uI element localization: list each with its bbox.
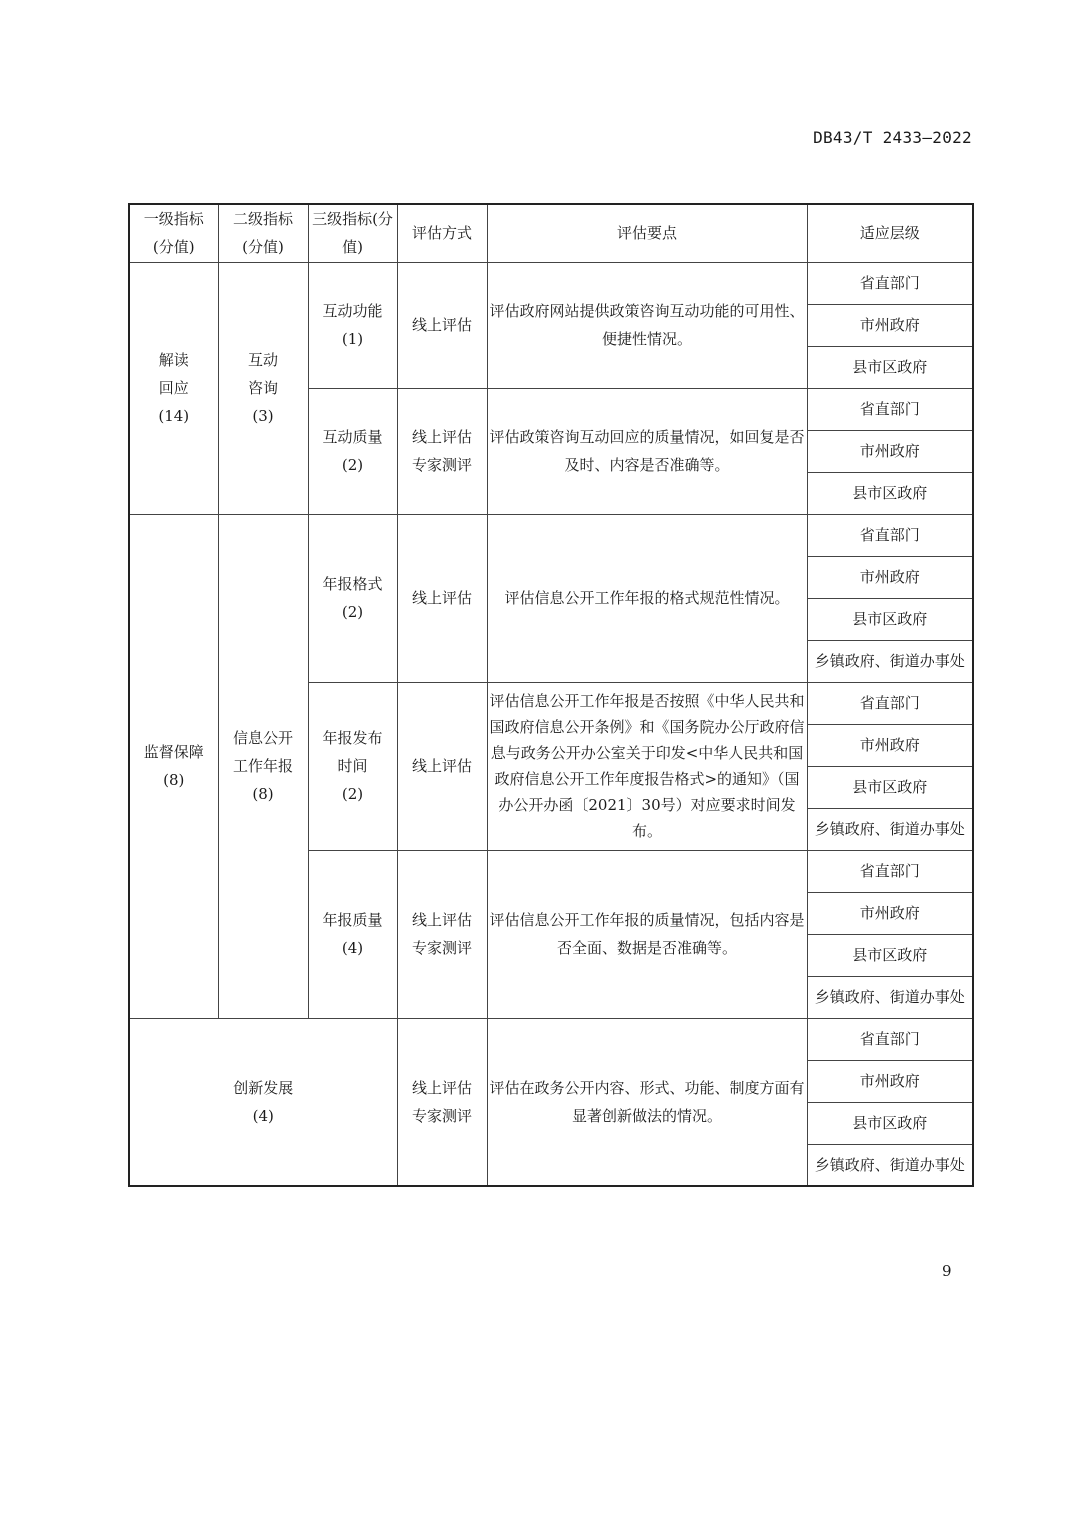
scope-cell: 省直部门 (807, 262, 973, 304)
method-cell: 线上评估 (397, 262, 487, 388)
level2-cell: 信息公开 工作年报 (8) (218, 514, 308, 1018)
level1-cell: 监督保障 (8) (129, 514, 218, 1018)
scope-cell: 省直部门 (807, 388, 973, 430)
col-header-level1: 一级指标 (分值) (129, 204, 218, 262)
scope-cell: 县市区政府 (807, 766, 973, 808)
col-header-method: 评估方式 (397, 204, 487, 262)
level1-cell: 解读 回应 (14) (129, 262, 218, 514)
evaluation-index-table (128, 203, 974, 1187)
level3-cell: 互动功能 (1) (308, 262, 397, 388)
level3-cell: 年报质量 (4) (308, 850, 397, 1018)
scope-cell: 省直部门 (807, 1018, 973, 1060)
col-header-points: 评估要点 (487, 204, 807, 262)
document-code: DB43/T 2433—2022 (813, 128, 972, 147)
level2-cell: 互动 咨询 (3) (218, 262, 308, 514)
point-cell: 评估政策咨询互动回应的质量情况，如回复是否及时、内容是否准确等。 (487, 388, 807, 514)
method-cell: 线上评估 专家测评 (397, 850, 487, 1018)
point-cell: 评估信息公开工作年报的质量情况，包括内容是否全面、数据是否准确等。 (487, 850, 807, 1018)
scope-cell: 市州政府 (807, 892, 973, 934)
point-cell: 评估在政务公开内容、形式、功能、制度方面有显著创新做法的情况。 (487, 1018, 807, 1186)
level3-cell: 年报发布 时间 (2) (308, 682, 397, 850)
col-header-level3: 三级指标(分 值) (308, 204, 397, 262)
level3-cell: 年报格式 (2) (308, 514, 397, 682)
scope-cell: 县市区政府 (807, 1102, 973, 1144)
scope-cell: 乡镇政府、街道办事处 (807, 976, 973, 1018)
method-cell: 线上评估 (397, 514, 487, 682)
point-cell: 评估信息公开工作年报的格式规范性情况。 (487, 514, 807, 682)
scope-cell: 省直部门 (807, 514, 973, 556)
scope-cell: 省直部门 (807, 682, 973, 724)
method-cell: 线上评估 专家测评 (397, 1018, 487, 1186)
table-row (129, 514, 973, 556)
page-number: 9 (942, 1262, 952, 1280)
scope-cell: 县市区政府 (807, 598, 973, 640)
level1-cell: 创新发展 (4) (129, 1018, 397, 1186)
method-cell: 线上评估 (397, 682, 487, 850)
col-header-level2: 二级指标 (分值) (218, 204, 308, 262)
scope-cell: 乡镇政府、街道办事处 (807, 808, 973, 850)
scope-cell: 县市区政府 (807, 346, 973, 388)
scope-cell: 县市区政府 (807, 472, 973, 514)
scope-cell: 市州政府 (807, 556, 973, 598)
scope-cell: 省直部门 (807, 850, 973, 892)
scope-cell: 乡镇政府、街道办事处 (807, 1144, 973, 1186)
level3-cell: 互动质量 (2) (308, 388, 397, 514)
point-cell: 评估信息公开工作年报是否按照《中华人民共和国政府信息公开条例》和《国务院办公厅政府信息与政务公开办公室关于印发<中华人民共和国政府信息公开工作年度报告格式>的通知》（国办公开办函〔2021〕30号）对应要求时间发布。 (487, 682, 807, 850)
scope-cell: 市州政府 (807, 304, 973, 346)
method-cell: 线上评估 专家测评 (397, 388, 487, 514)
scope-cell: 市州政府 (807, 1060, 973, 1102)
scope-cell: 市州政府 (807, 430, 973, 472)
col-header-scope: 适应层级 (807, 204, 973, 262)
table-row (129, 1018, 973, 1060)
table-header-row (129, 204, 973, 262)
scope-cell: 乡镇政府、街道办事处 (807, 640, 973, 682)
scope-cell: 市州政府 (807, 724, 973, 766)
table-row (129, 262, 973, 304)
point-cell: 评估政府网站提供政策咨询互动功能的可用性、便捷性情况。 (487, 262, 807, 388)
scope-cell: 县市区政府 (807, 934, 973, 976)
